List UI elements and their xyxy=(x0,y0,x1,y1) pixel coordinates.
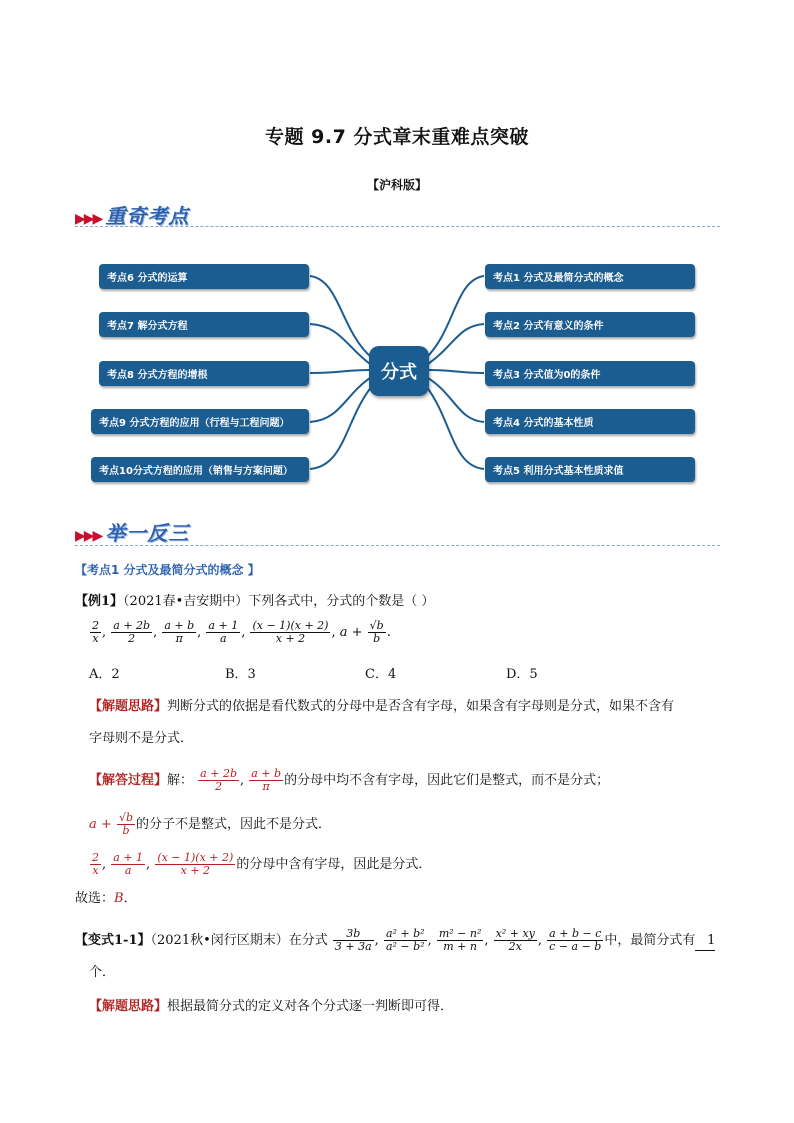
page-title: 专题 9.7 分式章末重难点突破 xyxy=(265,126,529,148)
mindmap-node-point-6: 考点6 分式的运算 xyxy=(99,264,309,289)
mindmap-node-point-8: 考点8 分式方程的增根 xyxy=(99,361,309,386)
option-b: B．3 xyxy=(225,667,256,682)
variant-1-1-idea: 【解题思路】根据最简分式的定义对各个分式逐一判断即可得． xyxy=(89,999,454,1014)
example-1-process-3: $\frac{2}{x}$ , $\frac{a + 1}{a}$ , $\frac{(x - 1)(x + 2)}{x + 2}$ 的分母中含有字母，因此是分式． xyxy=(92,851,432,877)
mindmap-node-point-5: 考点5 利用分式基本性质求值 xyxy=(485,457,695,482)
mindmap-node-point-1: 考点1 分式及最简分式的概念 xyxy=(485,264,695,289)
section-heading-point-1: 【考点1 分式及最简分式的概念 】 xyxy=(75,563,260,577)
example-1-question: 【例1】（2021春•吉安期中）下列各式中，分式的个数是（ ） xyxy=(75,594,435,609)
variant-1-1-unit: 个． xyxy=(89,965,116,980)
mindmap-node-point-7: 考点7 解分式方程 xyxy=(99,312,309,337)
example-1-expressions: $\frac{2}{x}$ , $\frac{a + 2b}{2}$ , $\frac{a + b}{\pi}$ , $\frac{a + 1}{a}$ , $\frac{(x - 1)(x + 2)}{x + 2}$ , a + $\frac{√b}{b}$ . xyxy=(92,619,391,645)
mindmap-node-point-4: 考点4 分式的基本性质 xyxy=(485,409,695,434)
example-1-idea-cont: 字母则不是分式． xyxy=(89,731,194,746)
page-subtitle: 【沪科版】 xyxy=(366,178,427,192)
section-banner-key-points: ▶▶▶ 重奇考点 xyxy=(75,204,190,228)
divider xyxy=(75,545,720,546)
mindmap-node-point-10: 考点10分式方程的应用（销售与方案问题） xyxy=(91,457,309,482)
answer-blank: 1 xyxy=(695,932,715,951)
mindmap-center-node: 分式 xyxy=(369,346,429,396)
option-d: D．5 xyxy=(506,667,538,682)
triple-arrow-icon: ▶▶▶ xyxy=(75,211,102,227)
mindmap-node-point-3: 考点3 分式值为0的条件 xyxy=(485,361,695,386)
mindmap-node-point-2: 考点2 分式有意义的条件 xyxy=(485,312,695,337)
variant-1-1-question: 【变式1-1】（2021秋•闵行区期末）在分式 $\frac{3b}{3 + 3a}$ , $\frac{\text{a² + b²}}{\text{a² − b²}}$ , $\frac{\text{m² − n²}}{m + n}$ , $\frac{\text{x² + xy}}{2x}$ , $\frac{a + b - c}{c - a - b}$ 中，最简分式有 1 xyxy=(75,927,716,953)
example-1-idea: 【解题思路】判断分式的依据是看代数式的分母中是否含有字母，如果含有字母则是分式，如果不含有 xyxy=(89,699,675,714)
example-1-process-2: a + $\frac{√b}{b}$ 的分子不是整式，因此不是分式． xyxy=(89,811,332,837)
triple-arrow-icon: ▶▶▶ xyxy=(75,528,102,544)
example-1-answer: 故选：B． xyxy=(75,891,137,906)
option-c: C．4 xyxy=(365,667,397,682)
example-1-process-1: 【解答过程】解： $\frac{a + 2b}{2}$ , $\frac{a + b}{\pi}$ 的分母中均不含有字母，因此它们是整式，而不是分式； xyxy=(89,767,610,793)
section-banner-practice: ▶▶▶ 举一反三 xyxy=(75,521,190,545)
mindmap-node-point-9: 考点9 分式方程的应用（行程与工程问题） xyxy=(91,409,309,434)
option-a: A．2 xyxy=(89,667,120,682)
